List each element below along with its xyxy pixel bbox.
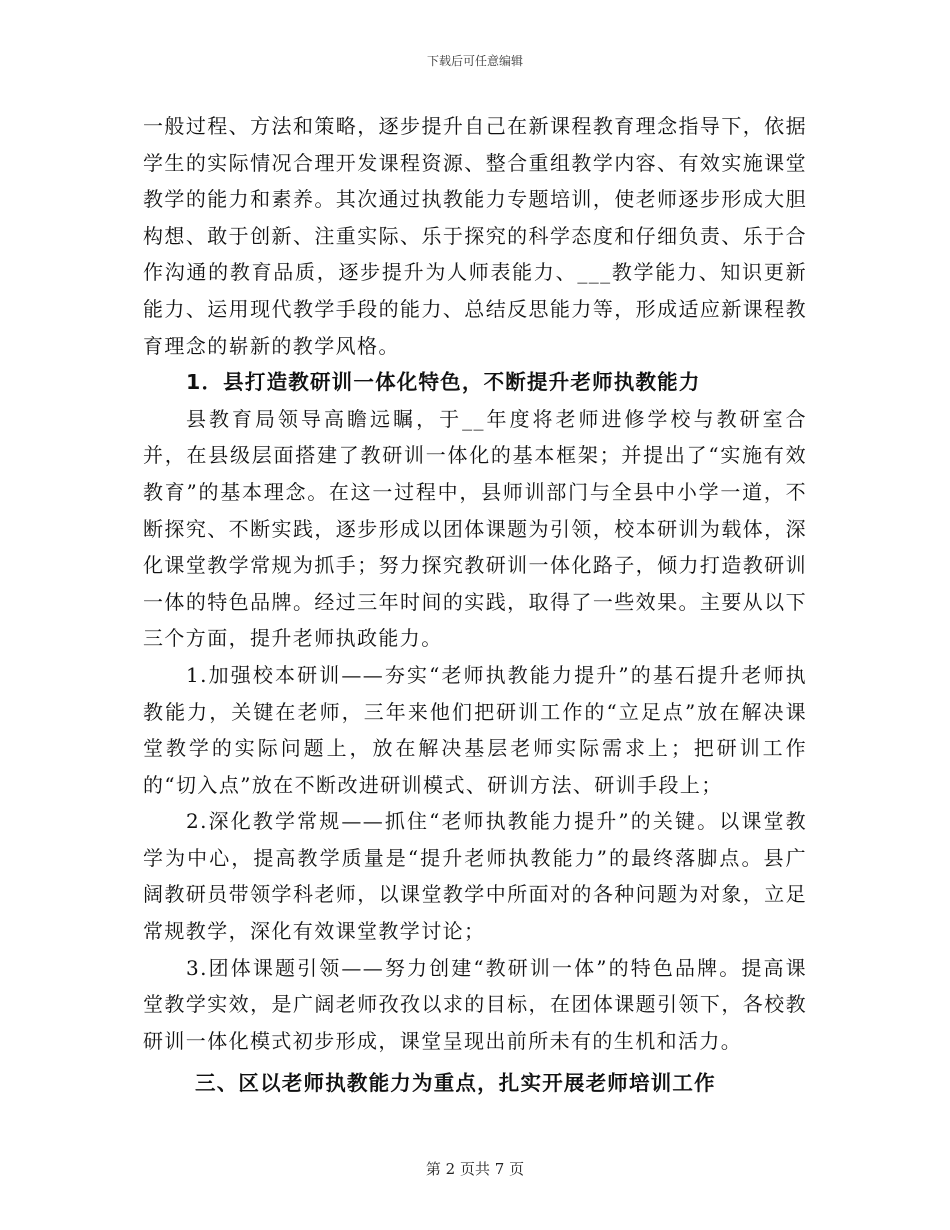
paragraph-item-2: 2.深化教学常规——抓住“老师执教能力提升”的关键。以课堂教学为中心，提高教学质量是“提升老师执教能力”的最终落脚点。县广阔教研员带领学科老师，以课堂教学中所面对的各种问题为对象，立足常规教学，深化有效课堂教学讨论；	[143, 809, 807, 944]
section-heading-county: 1．县打造教研训一体化特色，不断提升老师执教能力	[186, 370, 701, 395]
paragraph-item-1: 1.加强校本研训——夯实“老师执教能力提升”的基石提升老师执教能力，关键在老师，三年来他们把研训工作的“立足点”放在解决课堂教学的实际问题上，放在解决基层老师实际需求上；把研训工作的“切入点”放在不断改进研训模式、研训方法、研训手段上；	[143, 662, 807, 797]
page-number: 第 2 页共 7 页	[425, 1160, 525, 1178]
paragraph-item-3: 3.团体课题引领——努力创建“教研训一体”的特色品牌。提高课堂教学实效，是广阔老师孜孜以求的目标，在团体课题引领下，各校教研训一体化模式初步形成，课堂呈现出前所未有的生机和活力。	[143, 955, 807, 1053]
page-header-note: 下载后可任意编辑	[426, 54, 523, 68]
document-body	[143, 108, 807, 1102]
paragraph-county-overview: 县教育局领导高瞻远瞩，于__年度将老师进修学校与教研室合并，在县级层面搭建了教研训一体化的基本框架；并提出了“实施有效教育”的基本理念。在这一过程中，县师训部门与全县中小学一道，不断探究、不断实践，逐步形成以团体课题为引领，校本研训为载体，深化课堂教学常规为抓手；努力探究教研训一体化路子，倾力打造教研训一体的特色品牌。经过三年时间的实践，取得了一些效果。主要从以下三个方面，提升老师执政能力。	[143, 406, 807, 651]
paragraph-intro: 一般过程、方法和策略，逐步提升自己在新课程教育理念指导下，依据学生的实际情况合理开发课程资源、整合重组教学内容、有效实施课堂教学的能力和素养。其次通过执教能力专题培训，使老师逐步形成大胆构想、敢于创新、注重实际、乐于探究的科学态度和仔细负责、乐于合作沟通的教育品质，逐步提升为人师表能力、___教学能力、知识更新能力、运用现代教学手段的能力、总结反思能力等，形成适应新课程教育理念的崭新的教学风格。	[143, 114, 807, 358]
section-heading-district: 三、区以老师执教能力为重点，扎实开展老师培训工作	[195, 1071, 716, 1096]
